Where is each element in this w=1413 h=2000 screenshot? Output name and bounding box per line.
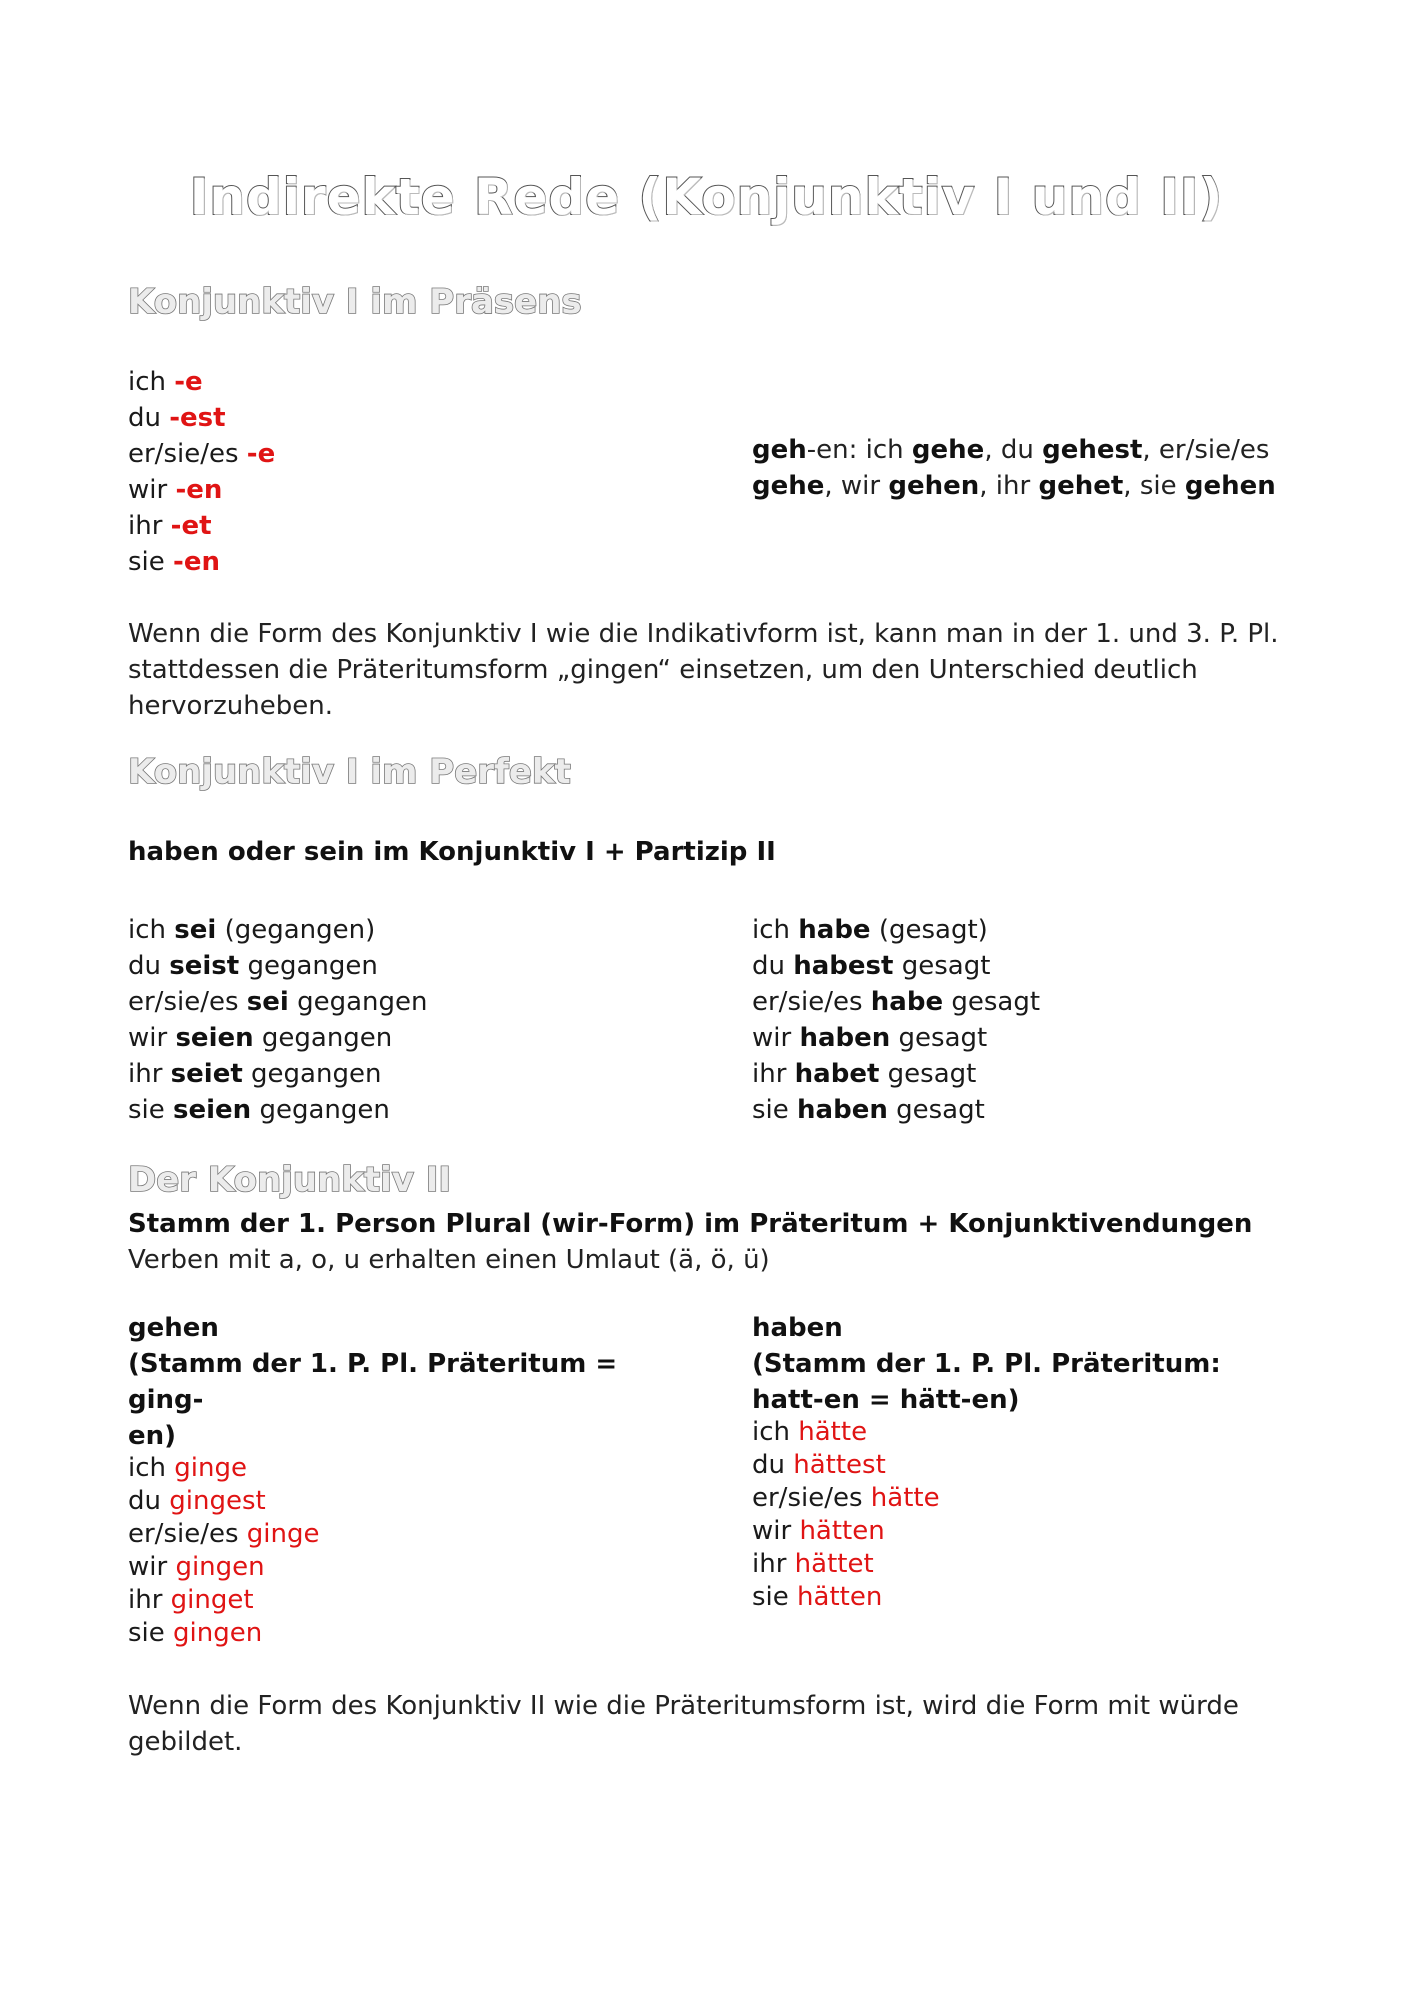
stem-line: en): [128, 1421, 177, 1451]
list-item: wir seien gegangen: [128, 1023, 393, 1053]
list-item: wir hätten: [752, 1516, 885, 1546]
list-item: ich hätte: [752, 1417, 868, 1447]
stem-line: (Stamm der 1. P. Pl. Präteritum = ging-: [128, 1349, 618, 1415]
konj2-gehen-column: [128, 1310, 688, 1650]
list-item: ihr -et: [128, 511, 212, 541]
section-heading-praesens: Konjunktiv I im Präsens: [128, 282, 582, 322]
list-item: sie seien gegangen: [128, 1095, 390, 1125]
list-item: du seist gegangen: [128, 951, 378, 981]
list-item: ich ginge: [128, 1453, 247, 1483]
konj2-rule: Stamm der 1. Person Plural (wir-Form) im Präteritum + Konjunktivendungen: [128, 1209, 1253, 1239]
section-heading-perfekt: Konjunktiv I im Perfekt: [128, 752, 571, 792]
list-item: wir gingen: [128, 1552, 265, 1582]
list-item: sie haben gesagt: [752, 1095, 985, 1125]
list-item: wir haben gesagt: [752, 1023, 988, 1053]
perfekt-sein-list: [128, 912, 427, 1128]
list-item: ich habe (gesagt): [752, 915, 988, 945]
stem-line: (Stamm der 1. P. Pl. Präteritum:: [752, 1349, 1221, 1379]
verb-heading: gehen: [128, 1313, 219, 1343]
praesens-example-line-1: geh-en: ich gehe, du gehest, er/sie/es: [752, 435, 1270, 465]
list-item: sie -en: [128, 547, 220, 577]
stem-line: hatt-en = hätt-en): [752, 1385, 1020, 1415]
list-item: sie hätten: [752, 1582, 883, 1612]
list-item: er/sie/es sei gegangen: [128, 987, 428, 1017]
praesens-note: Wenn die Form des Konjunktiv I wie die Indikativform ist, kann man in der 1. und 3. P. Pl. stattdessen die Präteritumsform „gingen“ einsetzen, um den Unterschied deutlich hervorzuheben.: [128, 619, 1279, 721]
list-item: ich sei (gegangen): [128, 915, 376, 945]
konj2-note: Wenn die Form des Konjunktiv II wie die Präteritumsform ist, wird die Form mit würde gebildet.: [128, 1691, 1239, 1757]
praesens-example: [752, 432, 1276, 504]
list-item: wir -en: [128, 475, 223, 505]
list-item: ihr hättet: [752, 1549, 874, 1579]
list-item: du habest gesagt: [752, 951, 991, 981]
section-heading-konj2: Der Konjunktiv II: [128, 1160, 452, 1200]
konj2-subrule: Verben mit a, o, u erhalten einen Umlaut (ä, ö, ü): [128, 1245, 770, 1275]
list-item: du hättest: [752, 1450, 886, 1480]
perfekt-haben-list: [752, 912, 1040, 1128]
list-item: ihr habet gesagt: [752, 1059, 977, 1089]
praesens-example-line-2: gehe, wir gehen, ihr gehet, sie gehen: [752, 471, 1276, 501]
list-item: ihr seiet gegangen: [128, 1059, 382, 1089]
list-item: du -est: [128, 403, 226, 433]
list-item: er/sie/es ginge: [128, 1519, 320, 1549]
verb-heading: haben: [752, 1313, 843, 1343]
list-item: sie gingen: [128, 1618, 263, 1648]
page-title: Indirekte Rede (Konjunktiv I und II): [189, 168, 1224, 226]
list-item: er/sie/es -e: [128, 439, 276, 469]
konj2-haben-column: [752, 1310, 1312, 1614]
list-item: ich -e: [128, 367, 203, 397]
konj2-haben-list: [752, 1416, 1312, 1614]
list-item: ihr ginget: [128, 1585, 254, 1615]
list-item: er/sie/es hätte: [752, 1483, 940, 1513]
praesens-endings-list: [128, 364, 275, 580]
list-item: du gingest: [128, 1486, 266, 1516]
konj2-gehen-list: [128, 1452, 688, 1650]
perfekt-rule: haben oder sein im Konjunktiv I + Partizip II: [128, 837, 776, 867]
list-item: er/sie/es habe gesagt: [752, 987, 1041, 1017]
